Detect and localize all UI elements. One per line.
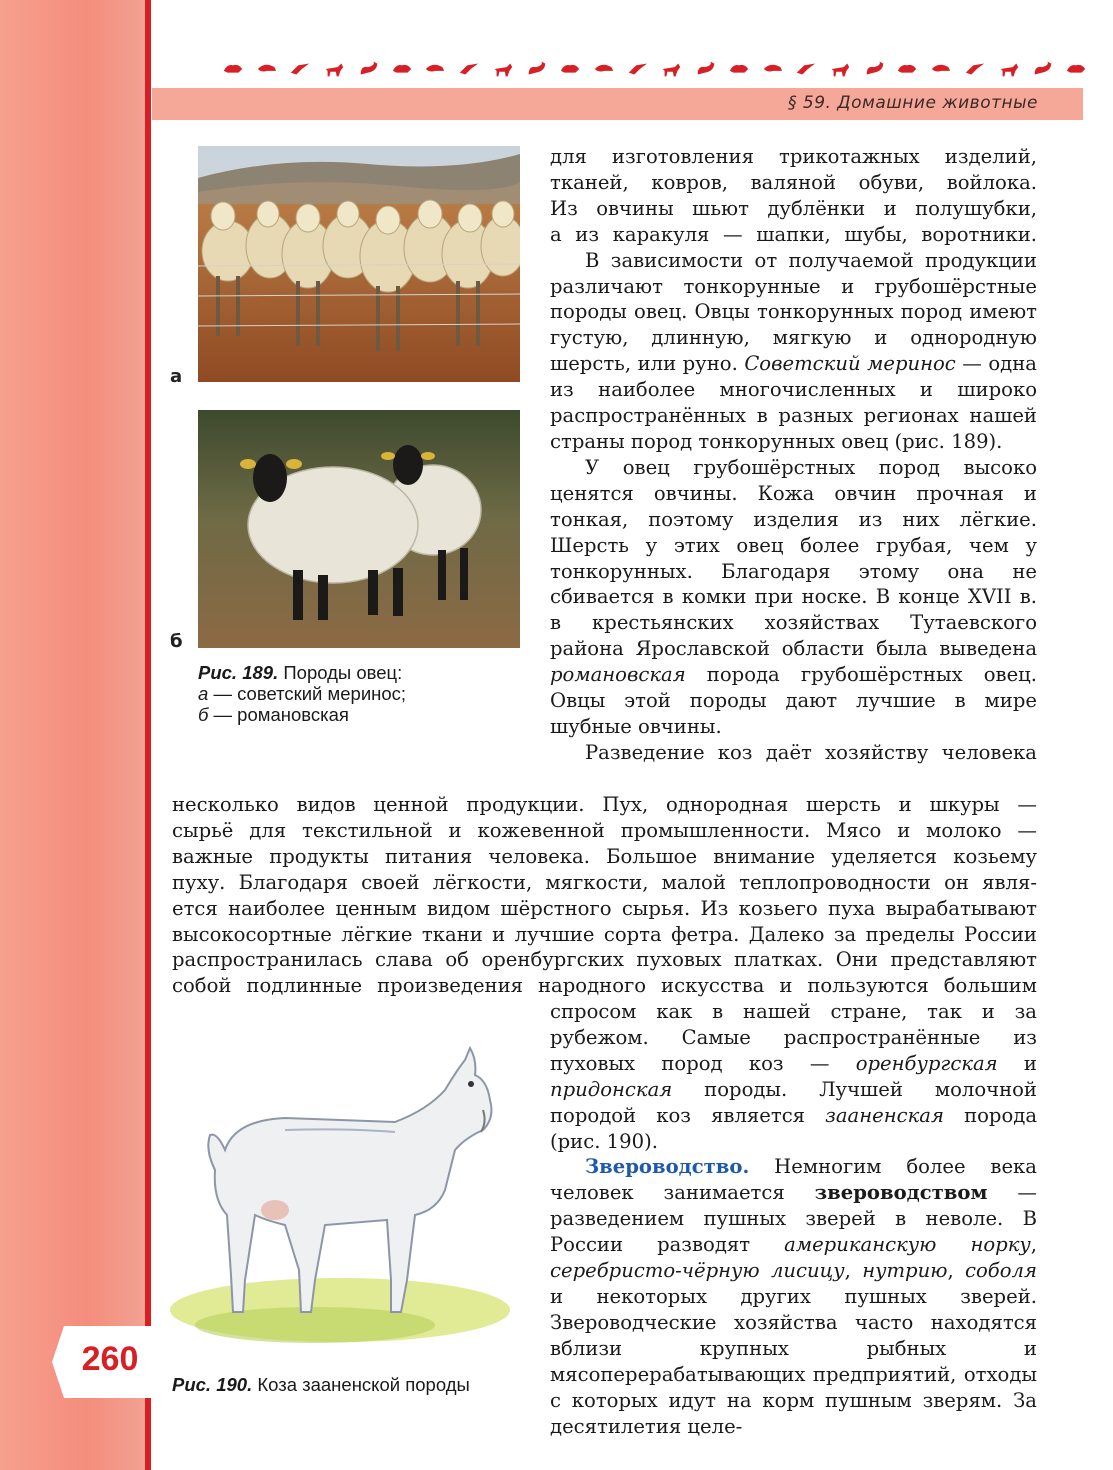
- term-soviet-merino: Советский меринос: [744, 352, 956, 376]
- paragraph-2: [550, 248, 1037, 455]
- figure-189-b-text: — романовская: [213, 704, 349, 725]
- page-number: 260: [81, 1340, 139, 1378]
- frog-icon: [829, 58, 851, 80]
- figure-189-b-letter: б: [198, 704, 209, 725]
- squirrel-icon: [863, 58, 885, 80]
- paragraph-4-continued: [550, 999, 1037, 1154]
- bird-icon: [1065, 58, 1087, 80]
- scorpion-icon: [357, 58, 379, 80]
- paragraph-text: порода грубошёрстных овец. Овцы этой породы дают лучшие в мире шубные овчины.: [550, 663, 1037, 738]
- section-title: § 59. Домашние животные: [787, 93, 1038, 113]
- paragraph-text: — разведением пушных зверей в неволе. В России разводят: [550, 1181, 1037, 1257]
- ant-icon: [222, 58, 244, 80]
- seahorse-icon: [559, 58, 581, 80]
- figure-189-a-letter: а: [198, 683, 209, 704]
- term-nutria: нутрию: [862, 1259, 948, 1283]
- fish-icon: [1031, 58, 1053, 80]
- dolphin-icon: [256, 58, 278, 80]
- butterfly-icon: [391, 58, 413, 80]
- photo-romanov-sheep: [198, 410, 520, 648]
- section-heading-fur-farming: Звероводство.: [585, 1155, 750, 1179]
- bird-icon: [660, 58, 682, 80]
- left-margin-stripe: [145, 0, 151, 1470]
- figure-189-caption: [198, 662, 528, 725]
- text-line: несколько видов ценной продукции. Пух, однородная шерсть и шкуры —: [172, 793, 1037, 816]
- term-orenburg: оренбургская: [855, 1051, 998, 1075]
- fish-icon: [627, 58, 649, 80]
- text-line: для изготовления трикотажных изделий,: [550, 145, 1037, 168]
- paragraph-text: ,: [1030, 1233, 1037, 1257]
- paragraph-text: ,: [947, 1259, 965, 1283]
- text-line: Из овчины шьют дублёнки и полушубки,: [550, 196, 1037, 220]
- squirrel-icon: [458, 58, 480, 80]
- figure-189-label: Рис. 189.: [198, 662, 279, 683]
- section-header-band: [152, 88, 1083, 120]
- figure-189-title: Породы овец:: [283, 662, 403, 683]
- bird-icon: [289, 58, 311, 80]
- left-margin-band: [0, 0, 145, 1470]
- text-line: распространилась слава об оренбургских пуховых платках. Они представляют: [172, 948, 1037, 972]
- photo-soviet-merino-sheep: [198, 146, 520, 382]
- paragraph-text: и некоторых других пушных зверей. Звероводческие хозяйства часто находятся вблизи крупных рыбных и мясоперерабатывающих предприятий, отходы с которых идут на корм пушным зверям. За десятилетия целе-: [550, 1284, 1037, 1438]
- illustration-saanen-goat: [165, 1040, 525, 1350]
- text-line: важные продукты питания человека. Большое внимание уделяется козьему: [172, 844, 1037, 868]
- horse-icon: [694, 58, 716, 80]
- paragraph-1: [550, 144, 1037, 248]
- text-line: ется наиболее ценным видом шёрстного сырья. Из козьего пуха вырабатывают: [172, 896, 1037, 920]
- text-line: пуху. Благодаря своей лёгкости, мягкости, малой теплопроводности он явля-: [172, 870, 1037, 894]
- paragraph-5: [550, 1154, 1037, 1439]
- animal-silhouette-strip: [222, 54, 1087, 84]
- beetle-icon: [525, 58, 547, 80]
- beetle-icon: [930, 58, 952, 80]
- term-american-mink: американскую норку: [784, 1233, 1031, 1257]
- text-line: высокосортные лёгкие ткани и лучшие сорта фетра. Далеко за пределы России: [172, 922, 1037, 946]
- text-line: собой подлинные произведения народного искусства и пользуются большим: [172, 974, 1037, 998]
- paragraph-text: Немногим более века человек занимается: [550, 1155, 1037, 1205]
- paragraph-text: В зависимости от получаемой продукции различают тонкорунные и грубошёрстные породы овец. Овцы тонкорунных пород имеют густую, длинную, мягкую и однородную шерсть, или руно.: [550, 248, 1037, 376]
- paragraph-text: спросом как в нашей стране, так и за рубежом. Самые распространённые из пуховых пород коз —: [550, 1000, 1037, 1075]
- figure-190-text: Коза зааненской породы: [252, 1374, 470, 1395]
- term-romanov: романовская: [550, 663, 686, 687]
- bull-icon: [492, 58, 514, 80]
- bull-icon: [795, 58, 817, 80]
- paragraph-text: У овец грубошёрстных пород высоко ценятся овчины. Кожа овчин прочная и тонкая, поэтому изделия из них лёгкие. Шерсть у этих овец более грубая, чем у тонкорунных. Благодаря этому она не сбивается в комки при носке. В конце XVII в. в крестьянских хозяйствах Тутаевского района Ярославской области была выведена: [550, 455, 1037, 661]
- paragraph-4-start: Разведение коз даёт хозяйству человека: [585, 740, 1037, 764]
- deer-icon: [593, 58, 615, 80]
- figure-189-a-text: — советский меринос;: [213, 683, 407, 704]
- dog-icon: [323, 58, 345, 80]
- paragraph-text: и: [997, 1051, 1037, 1075]
- term-sable: соболя: [965, 1259, 1037, 1283]
- text-line: а из каракуля — шапки, шубы, воротники.: [550, 222, 1037, 246]
- paragraph-text: породы. Лучшей молочной породой коз является: [550, 1077, 1037, 1127]
- term-silver-fox: серебристо-чёрную лисицу: [550, 1259, 845, 1283]
- text-line: сырьё для текстильной и кожевенной промышленности. Мясо и молоко —: [172, 818, 1037, 842]
- bull-icon: [896, 58, 918, 80]
- paragraph-text: порода (рис. 190).: [550, 1103, 1038, 1153]
- paragraph-text: — одна из наиболее многочисленных и широко распространённых в разных регионах нашей страны пород тонкорунных овец (рис. 189).: [550, 352, 1037, 453]
- text-wide-block: [172, 792, 1037, 999]
- figure-letter-b: б: [170, 631, 183, 652]
- figure-190-label: Рис. 190.: [172, 1374, 253, 1395]
- figure-letter-a: а: [170, 366, 183, 387]
- figure-190-caption: [172, 1374, 532, 1396]
- text-column-bottom: [550, 999, 1037, 1439]
- frog-icon: [424, 58, 446, 80]
- term-pridonsk: придонская: [550, 1077, 673, 1101]
- page-number-tab: [52, 1326, 157, 1398]
- paragraph-3: [550, 455, 1037, 740]
- paragraph-text: ,: [844, 1259, 863, 1283]
- text-column-top: [550, 144, 1037, 766]
- scorpion-icon: [728, 58, 750, 80]
- deer-icon: [998, 58, 1020, 80]
- term-fur-farming: звероводством: [814, 1181, 988, 1205]
- term-saanen: зааненская: [825, 1103, 944, 1127]
- butterfly-icon: [762, 58, 784, 80]
- text-line: тканей, ковров, валяной обуви, войлока.: [550, 170, 1037, 194]
- seahorse-icon: [964, 58, 986, 80]
